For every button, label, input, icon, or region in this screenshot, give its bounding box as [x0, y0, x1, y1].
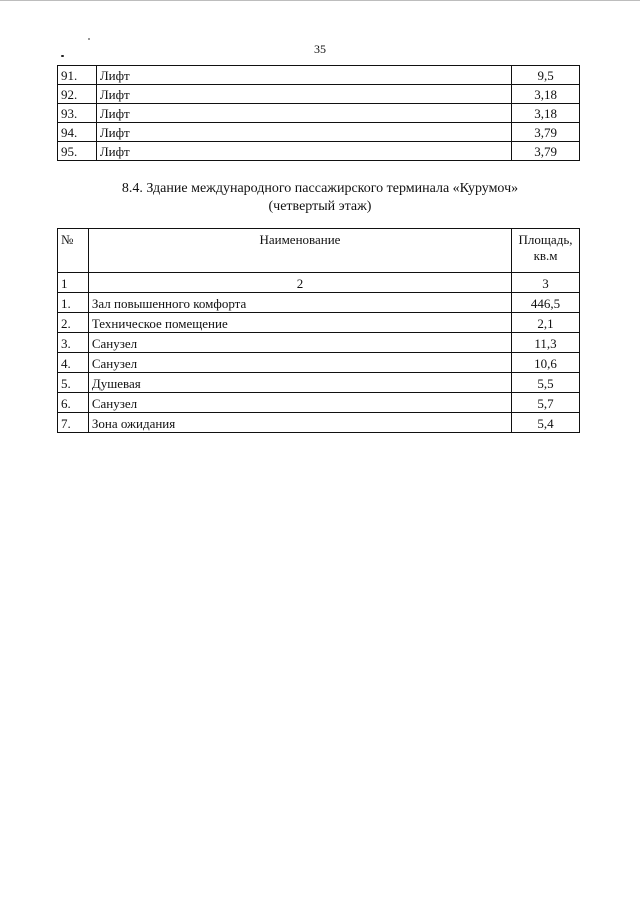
row-number: 93.	[58, 104, 97, 123]
room-name: Лифт	[96, 66, 511, 85]
header-area	[512, 229, 580, 273]
section-subtitle-line: (четвертый этаж)	[268, 199, 372, 214]
header-name: Наименование	[88, 229, 511, 273]
table-row	[58, 313, 580, 333]
room-area: 3,79	[512, 123, 580, 142]
column-index: 1	[58, 273, 89, 293]
room-name: Зал повышенного комфорта	[88, 293, 511, 313]
section-title	[0, 180, 640, 216]
room-area: 10,6	[512, 353, 580, 373]
column-index-row	[58, 273, 580, 293]
room-name: Лифт	[96, 123, 511, 142]
header-area-line: Площадь,	[518, 232, 573, 247]
room-name: Лифт	[96, 142, 511, 161]
row-number: 91.	[58, 66, 97, 85]
table-header-row	[58, 229, 580, 273]
header-area-unit: кв.м	[533, 248, 558, 263]
scan-speck	[88, 38, 90, 40]
row-number: 94.	[58, 123, 97, 142]
rooms-table	[57, 228, 580, 433]
room-name: Лифт	[96, 104, 511, 123]
room-area: 3,79	[512, 142, 580, 161]
row-number: 3.	[58, 333, 89, 353]
room-area: 9,5	[512, 66, 580, 85]
row-number: 95.	[58, 142, 97, 161]
room-name: Лифт	[96, 85, 511, 104]
row-number: 7.	[58, 413, 89, 433]
table-row	[58, 393, 580, 413]
section-title-line: 8.4. Здание международного пассажирского терминала «Курумоч»	[121, 181, 519, 196]
table-row	[58, 333, 580, 353]
row-number: 2.	[58, 313, 89, 333]
column-index: 3	[512, 273, 580, 293]
room-area: 3,18	[512, 104, 580, 123]
table-row	[58, 353, 580, 373]
table-row	[58, 85, 580, 104]
header-number: №	[58, 229, 89, 273]
row-number: 92.	[58, 85, 97, 104]
table-row	[58, 123, 580, 142]
room-area: 11,3	[512, 333, 580, 353]
room-area: 5,7	[512, 393, 580, 413]
room-area: 5,4	[512, 413, 580, 433]
room-name: Санузел	[88, 333, 511, 353]
row-number: 6.	[58, 393, 89, 413]
room-name: Техническое помещение	[88, 313, 511, 333]
table-row	[58, 66, 580, 85]
row-number: 1.	[58, 293, 89, 313]
table-row	[58, 373, 580, 393]
elevator-table	[57, 65, 580, 161]
room-name: Санузел	[88, 393, 511, 413]
room-name: Зона ожидания	[88, 413, 511, 433]
room-name: Санузел	[88, 353, 511, 373]
room-area: 2,1	[512, 313, 580, 333]
room-area: 446,5	[512, 293, 580, 313]
row-number: 5.	[58, 373, 89, 393]
table-row	[58, 142, 580, 161]
column-index: 2	[88, 273, 511, 293]
room-area: 3,18	[512, 85, 580, 104]
table-row	[58, 413, 580, 433]
page-number: 35	[314, 42, 326, 56]
scan-top-edge	[0, 0, 640, 1]
room-area: 5,5	[512, 373, 580, 393]
table-row	[58, 104, 580, 123]
table-row	[58, 293, 580, 313]
room-name: Душевая	[88, 373, 511, 393]
row-number: 4.	[58, 353, 89, 373]
